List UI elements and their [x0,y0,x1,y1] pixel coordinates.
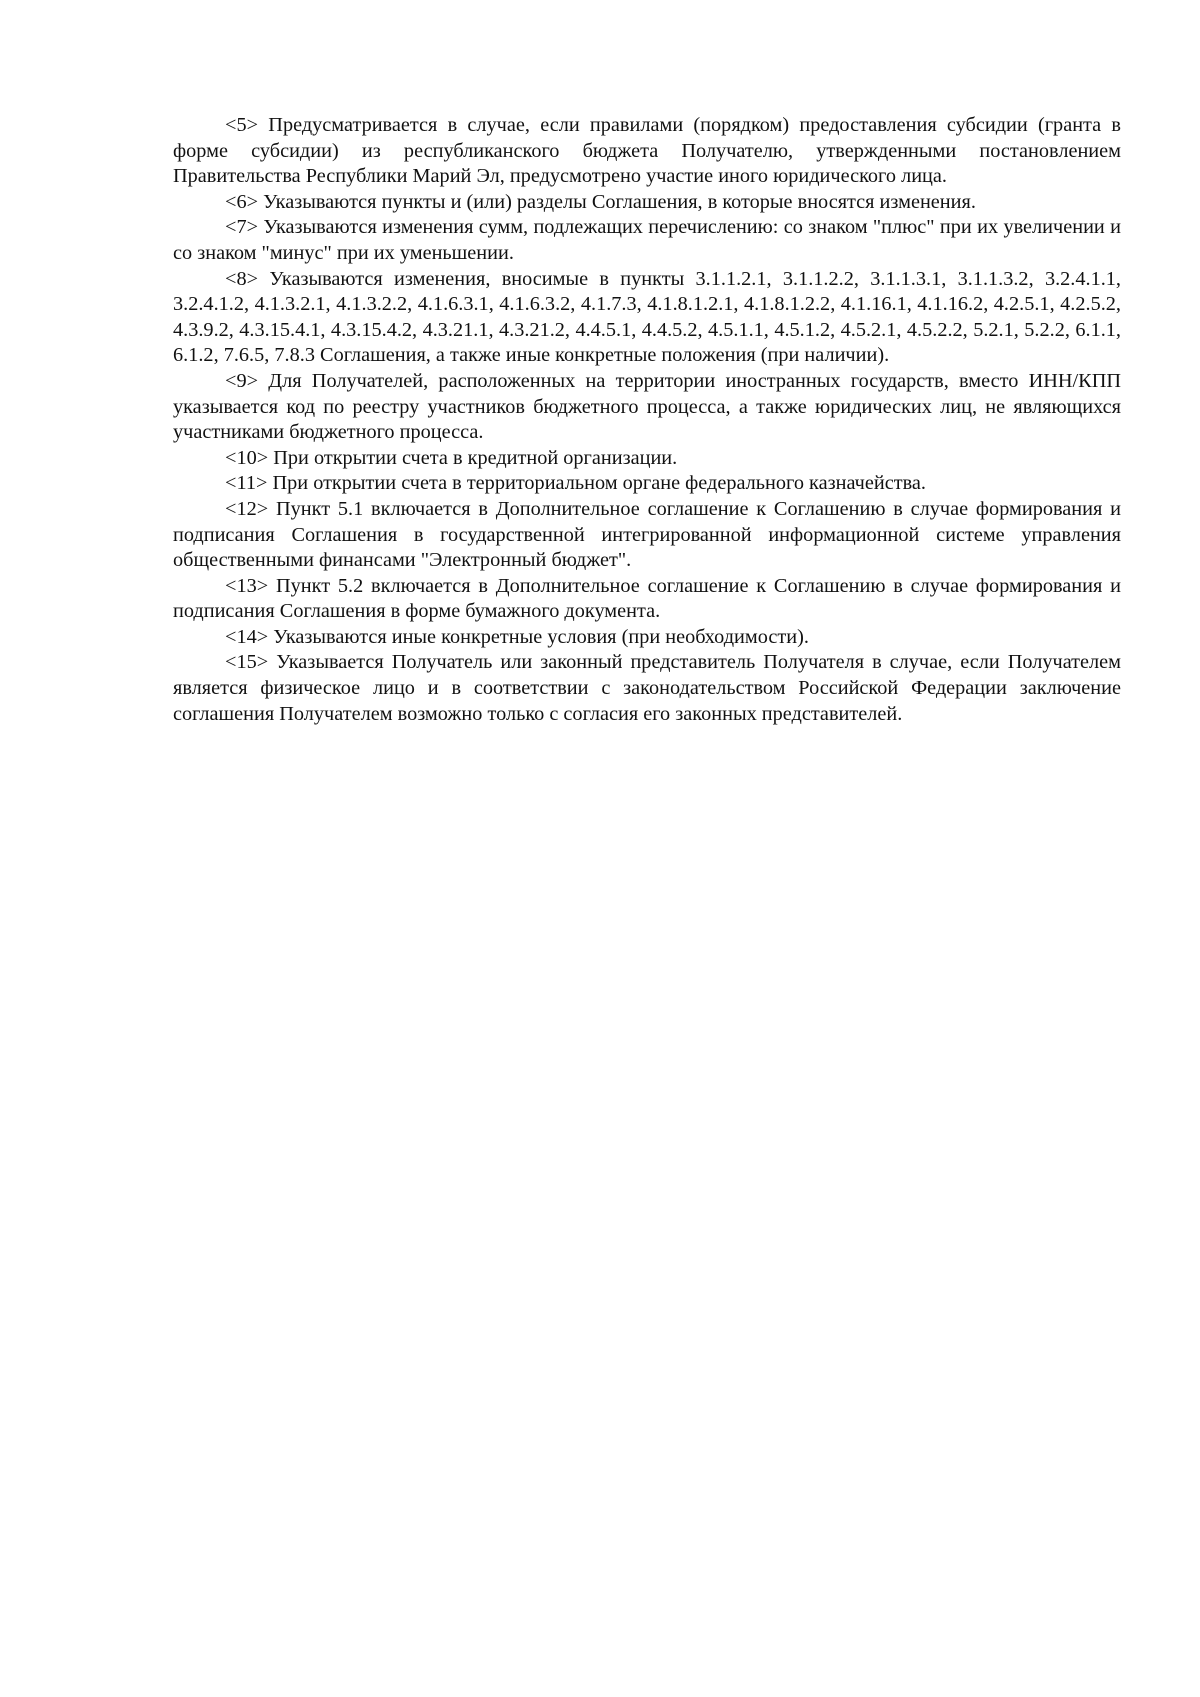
footnote-10 [173,446,1121,472]
footnote-marker: <8> [225,267,259,290]
footnote-7 [173,215,1121,266]
footnote-13 [173,574,1121,625]
footnote-5 [173,113,1121,190]
footnote-text: Указываются изменения, вносимые в пункты 3.1.1.2.1, 3.1.1.2.2, 3.1.1.3.1, 3.1.1.3.2, 3.2.4.1.1, 3.2.4.1.2, 4.1.3.2.1, 4.1.3.2.2, 4.1.6.3.1, 4.1.6.3.2, 4.1.7.3, 4.1.8.1.2.1, 4.1.8.1.2.2, 4.1.16.1, 4.1.16.2, 4.2.5.1, 4.2.5.2, 4.3.9.2, 4.3.15.4.1, 4.3.15.4.2, 4.3.21.1, 4.3.21.2, 4.4.5.1, 4.4.5.2, 4.5.1.1, 4.5.1.2, 4.5.2.1, 4.5.2.2, 5.2.1, 5.2.2, 6.1.1, 6.1.2, 7.6.5, 7.8.3 Соглашения, а также иные конкретные положения (при наличии). [173,267,1121,367]
footnotes-block [173,113,1121,727]
footnote-text: При открытии счета в кредитной организации. [273,446,678,469]
footnote-marker: <5> [225,114,259,136]
footnote-14 [173,625,1121,651]
footnote-marker: <9> [225,369,259,392]
footnote-text: Предусматривается в случае, если правилами (порядком) предоставления субсидии (гранта в форме субсидии) из республиканского бюджета Получателю, утвержденными постановлением Правительства Республики Марий Эл, предусмотрено участие иного юридического лица. [173,114,1121,188]
footnote-text: Указывается Получатель или законный представитель Получателя в случае, если Получателем является физическое лицо и в соответствии с законодательством Российской Федерации заключение соглашения Получателем возможно только с согласия его законных представителей. [173,651,1121,725]
footnote-text: Для Получателей, расположенных на территории иностранных государств, вместо ИНН/КПП указывается код по реестру участников бюджетного процесса, а также юридических лиц, не являющихся участниками бюджетного процесса. [173,369,1121,444]
footnote-15 [173,650,1121,727]
footnote-marker: <12> [225,497,269,520]
footnote-text: Указываются иные конкретные условия (при необходимости). [273,625,809,648]
footnote-marker: <11> [225,472,268,495]
footnote-8 [173,267,1121,369]
footnote-6 [173,190,1121,216]
footnote-marker: <15> [225,651,269,674]
footnote-marker: <14> [225,625,269,648]
footnote-text: Пункт 5.1 включается в Дополнительное соглашение к Соглашению в случае формирования и подписания Соглашения в государственной интегрированной информационной системе управления общественными финансами "Электронный бюджет". [173,497,1121,572]
footnote-9 [173,369,1121,446]
footnote-text: Указываются изменения сумм, подлежащих перечислению: со знаком "плюс" при их увеличении и со знаком "минус" при их уменьшении. [173,216,1121,264]
footnote-marker: <7> [225,216,259,239]
footnote-12 [173,497,1121,574]
footnote-text: Указываются пункты и (или) разделы Соглашения, в которые вносятся изменения. [263,190,976,213]
footnote-11 [173,471,1121,497]
footnote-marker: <6> [225,190,259,213]
footnote-marker: <13> [225,574,269,597]
footnote-text: Пункт 5.2 включается в Дополнительное соглашение к Соглашению в случае формирования и подписания Соглашения в форме бумажного документа. [173,574,1121,623]
footnote-marker: <10> [225,446,269,469]
footnote-text: При открытии счета в территориальном органе федерального казначейства. [272,472,926,495]
